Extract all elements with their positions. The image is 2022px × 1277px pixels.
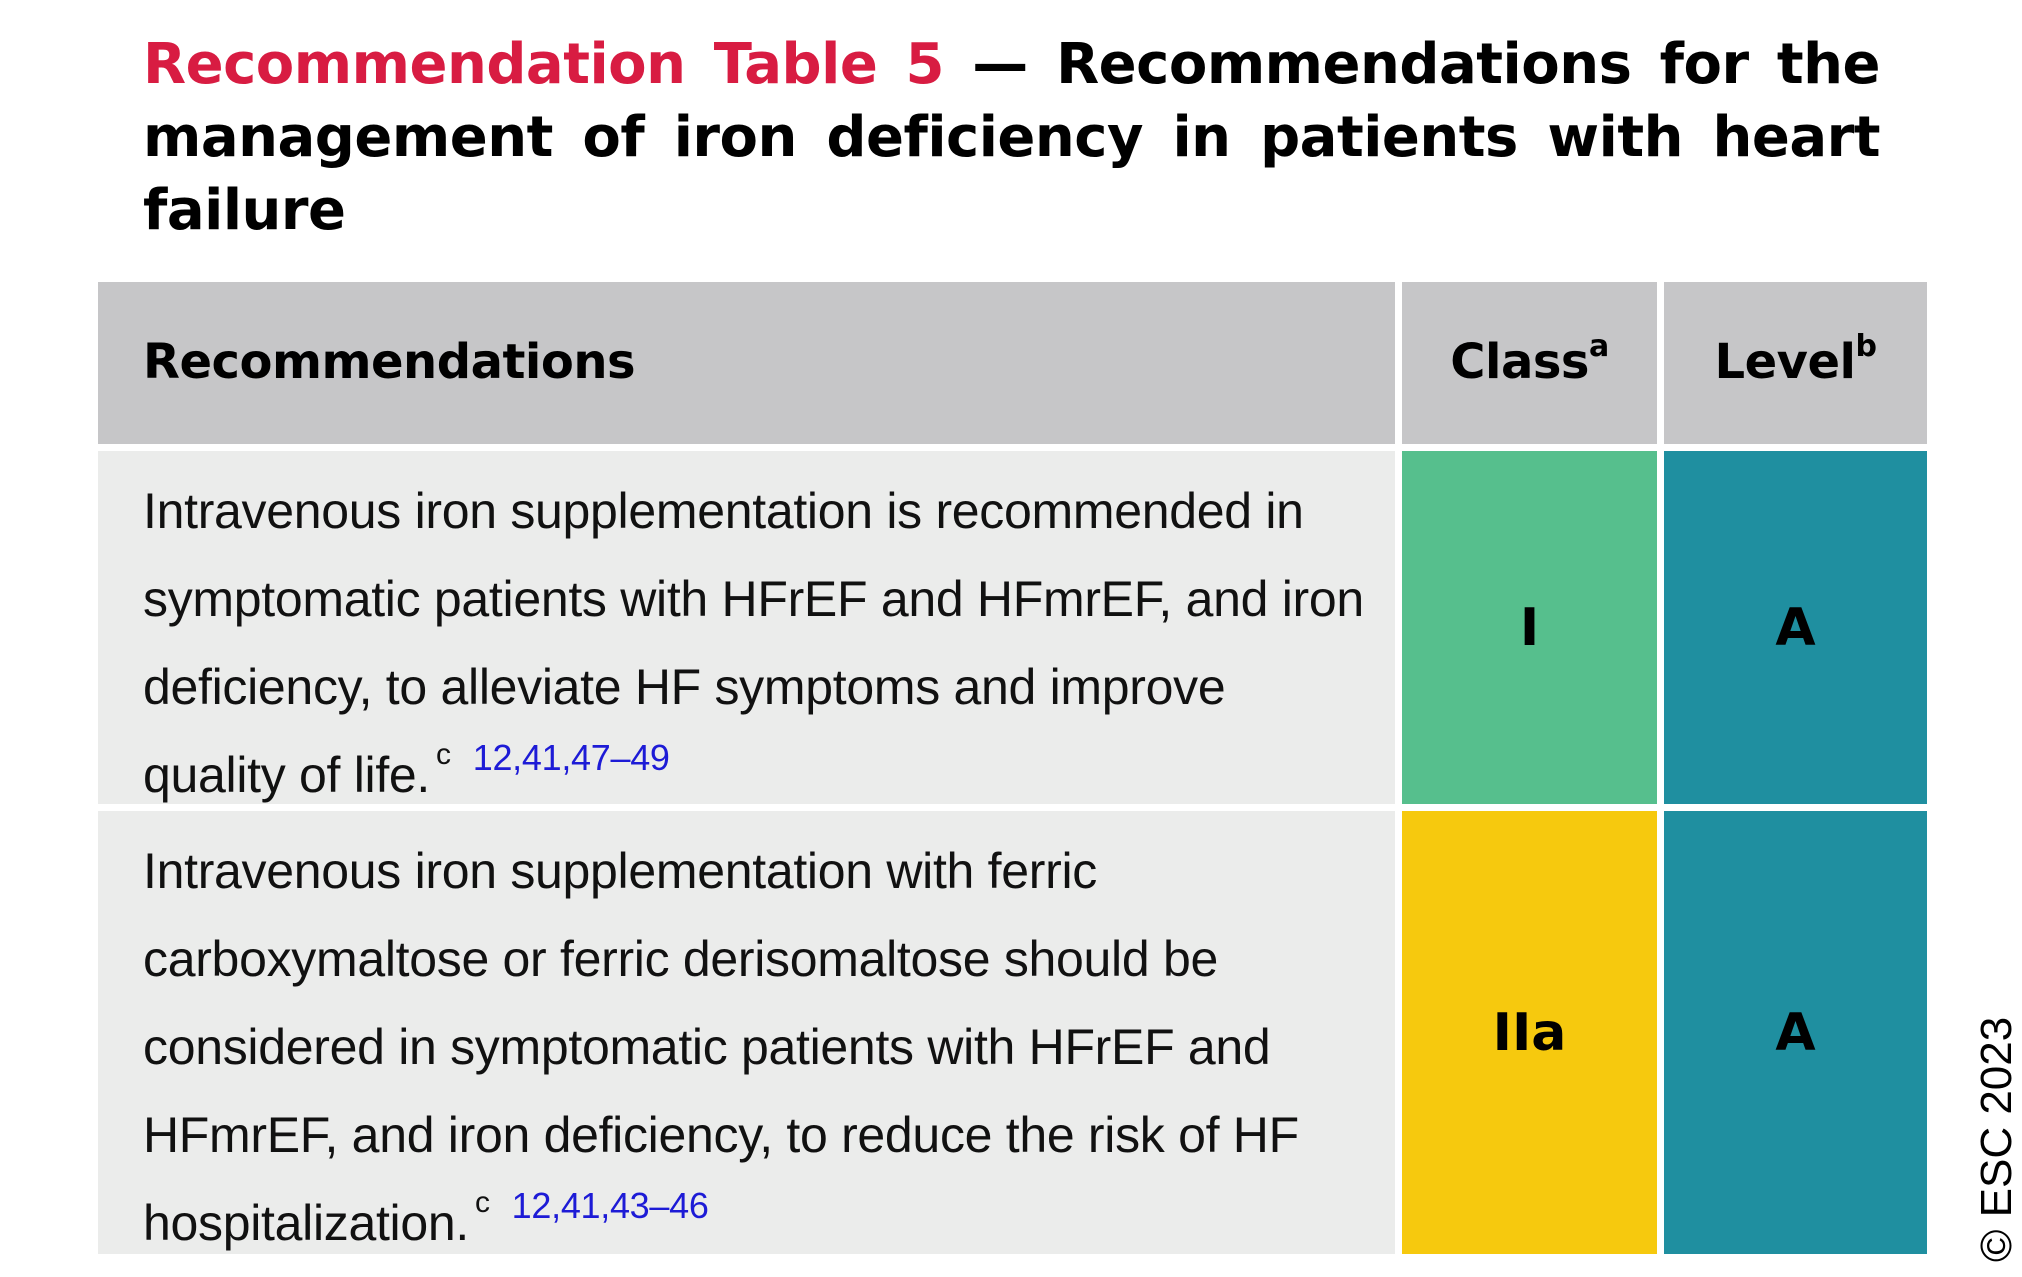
recommendation-cell: [98, 451, 1395, 804]
recommendation-footnote: c: [436, 738, 451, 771]
level-cell: [1664, 811, 1927, 1254]
title-text: Recommendations for the management of iron deficiency in patients with heart failure: [143, 32, 1880, 243]
level-cell: [1664, 451, 1927, 804]
reference-links[interactable]: 12,41,47–49: [472, 737, 670, 778]
recommendation-text: Intravenous iron supplementation is recommended in symptomatic patients with HFrEF and HFmrEF, and iron deficiency, to alleviate HF symptoms and improve quality of life.: [143, 483, 1364, 803]
class-cell: [1402, 811, 1657, 1254]
header-level-footnote: b: [1855, 329, 1877, 364]
table-header-row: [98, 282, 1930, 444]
recommendation-footnote: c: [474, 1186, 490, 1219]
level-value: A: [1775, 597, 1816, 658]
recommendation-text-wrap: [143, 827, 1373, 1267]
class-value: IIa: [1492, 1002, 1567, 1063]
header-class-wrap: [1402, 329, 1657, 390]
title-separator: —: [944, 32, 1057, 97]
page-title: [143, 28, 1880, 247]
table-row: [98, 451, 1930, 804]
header-class-label: Class: [1450, 334, 1589, 390]
header-level-label: Level: [1714, 334, 1856, 390]
header-level: [1664, 282, 1927, 444]
table-row: [98, 811, 1930, 1254]
header-class: [1402, 282, 1657, 444]
recommendation-text-wrap: [143, 467, 1373, 819]
recommendation-cell: [98, 811, 1395, 1254]
copyright-notice: © ESC 2023: [1972, 1016, 2021, 1262]
header-recommendations-label: Recommendations: [143, 334, 636, 390]
level-value: A: [1775, 1002, 1816, 1063]
header-class-footnote: a: [1588, 329, 1609, 364]
reference-links[interactable]: 12,41,43–46: [511, 1185, 709, 1226]
table-number: Recommendation Table 5: [143, 32, 945, 97]
class-cell: [1402, 451, 1657, 804]
recommendation-table: [98, 282, 1930, 1254]
class-value: I: [1519, 597, 1540, 658]
header-level-wrap: [1664, 329, 1927, 390]
recommendation-text: Intravenous iron supplementation with ferric carboxymaltose or ferric derisomaltose should be considered in symptomatic patients with HFrEF and HFmrEF, and iron deficiency, to reduce the risk of HF hospitalization.: [143, 843, 1299, 1251]
header-recommendations: [98, 282, 1395, 444]
